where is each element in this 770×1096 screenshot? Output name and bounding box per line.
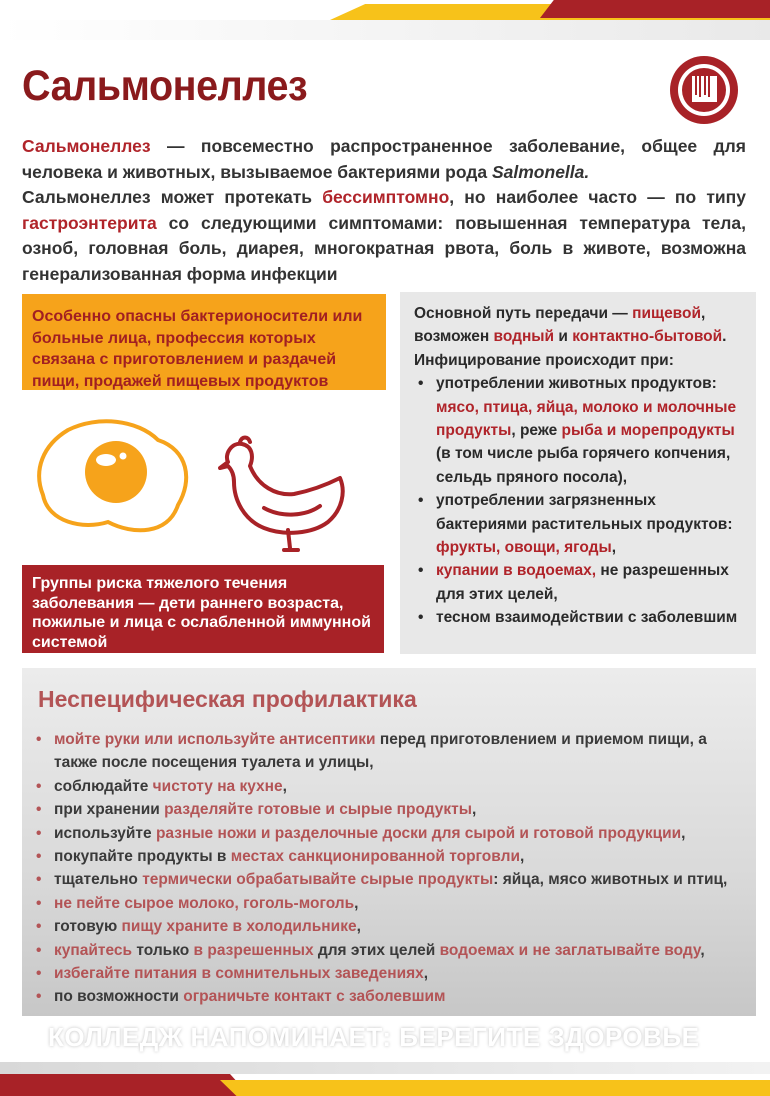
item-text: , реже [511,422,562,440]
item-text: соблюдайте [54,777,153,795]
intro-genus: Salmonella. [491,161,590,182]
item-text: , [423,965,429,983]
prevention-section [22,668,756,1016]
item-text: не разрешенных для этих целей, [436,562,729,603]
transmission-text-3: и [554,328,573,346]
item-text: при хранении [54,801,165,819]
intro-paragraph-2 [22,185,746,287]
item-text: покупайте продукты в [54,848,231,866]
item-highlight: рыба и морепродукты [561,422,735,440]
fried-egg-icon [39,421,186,530]
transmission-contact: контактно-бытовой [572,328,723,346]
item-highlight: не пейте сырое молоко, гоголь-моголь [54,894,355,912]
list-item [34,798,744,821]
bottom-stripe-yellow [220,1080,770,1096]
item-highlight: термически обрабатывайте сырые продукты [142,871,494,889]
risk-groups-text: Группы риска тяжелого течения заболевания — дети раннего возраста, пожилые и лица с ослабленной иммунной системой [32,575,371,651]
item-highlight: водоемах и не заглатывайте воду [439,941,701,959]
item-highlight: фрукты, овощи, ягоды [436,539,612,557]
item-highlight: мойте руки или используйте антисептики [54,731,376,748]
item-text: , [681,824,686,842]
list-item [414,372,746,489]
intro-text [22,134,746,287]
prevention-title: Неспецифическая профилактика [38,686,417,712]
intro-highlight-asymptomatic: бессимптомно [322,187,450,207]
list-item [34,775,744,798]
top-stripe-gray [0,20,770,40]
transmission-water: водный [493,328,555,346]
item-text: перед приготовлением и приемом пищи, а также после посещения туалета и улицы, [54,731,707,772]
item-text: , [519,848,525,866]
prevention-list [34,728,744,1009]
intro-text-2c: со следующими симптомами: повышенная температура тела, озноб, головная боль, диарея, многократная рвота, боль в животе, возможна генерализованная форма инфекции [22,212,746,284]
transmission-text-4: . [722,328,727,346]
item-highlight: разделяйте готовые и сырые продукты [164,801,473,819]
list-item [34,962,744,985]
item-text: (в том числе рыба горячего копчения, сельдь пряного посола), [436,445,731,486]
list-item [34,915,744,938]
top-stripe-red [540,0,770,18]
list-item [34,939,744,962]
transmission-text-2: , возможен [414,305,706,346]
transmission-text-1: Основной путь передачи — [414,305,633,322]
footer-slogan: КОЛЛЕДЖ НАПОМИНАЕТ: БЕРЕГИТЕ ЗДОРОВЬЕ [48,1022,700,1052]
list-item [34,985,744,1008]
bottom-stripe-gray [0,1062,770,1074]
list-item [414,559,746,606]
item-highlight: чистоту на кухне [152,777,283,795]
item-text: употреблении загрязненных бактериями растительных продуктов: [436,492,733,533]
list-item [414,489,746,559]
item-text: , [356,918,361,936]
item-text: только [132,941,194,959]
item-highlight: пищу храните в холодильнике [121,918,357,936]
item-text: , [282,777,287,795]
transmission-box [400,292,756,654]
item-highlight: избегайте питания в сомнительных заведениях [54,965,424,983]
chicken-icon [220,438,343,551]
list-item [34,728,744,775]
item-highlight: ограничьте контакт с заболевшим [183,988,446,1006]
item-highlight: разные ножи и разделочные доски для сырой и готовой продукции [155,824,682,842]
item-text: для этих целей [313,941,440,959]
intro-text-1: — повсеместно распространенное заболевание, общее для человека и животных, вызываемое бактериями рода [22,136,746,182]
item-highlight: купании в водоемах, [436,562,597,580]
item-highlight: в разрешенных [193,941,314,959]
transmission-intro [414,302,746,349]
intro-text-2b: , но наиболее часто — по типу [449,187,746,207]
item-text: готовую [54,918,122,936]
risk-groups-box [22,565,384,653]
intro-highlight-gastroenteritis: гастроэнтерита [22,212,157,233]
illustration [28,410,368,570]
item-text: , [700,941,705,959]
transmission-food: пищевой [632,305,702,322]
carriers-box [22,294,386,390]
transmission-list [414,372,746,629]
bottom-stripe-red [0,1074,250,1096]
list-item [34,845,744,868]
transmission-line2: Инфицирование происходит при: [414,351,674,369]
carriers-text: Особенно опасны бактерионосители или больные лица, профессия которых связана с приготовлением и раздачей пищи, продажей пищевых продуктов [32,308,363,390]
item-text: по возможности [54,988,184,1006]
list-item [34,868,744,891]
page-title: Сальмонеллез [22,62,308,110]
item-text: : яйца, мясо животных и птиц, [493,871,728,889]
list-item [34,822,744,845]
item-text: , [611,539,617,557]
college-logo-icon [668,54,740,126]
item-highlight: мясо, птица, яйца, молоко и молочные продукты [436,398,737,440]
list-item [34,892,744,915]
item-text: используйте [54,824,156,842]
intro-term: Сальмонеллез [22,136,151,156]
intro-paragraph-1 [22,134,746,185]
item-highlight: купайтесь [54,941,133,959]
item-text: тесном взаимодействии с заболевшим [436,609,738,627]
item-highlight: местах санкционированной торговли [230,848,520,866]
item-text: тщательно [54,871,143,889]
list-item [414,606,746,629]
intro-text-2a: Сальмонеллез может протекать [22,187,323,207]
item-text: , [472,801,477,819]
item-text: , [354,894,359,912]
item-text: употреблении животных продуктов: [436,375,717,393]
